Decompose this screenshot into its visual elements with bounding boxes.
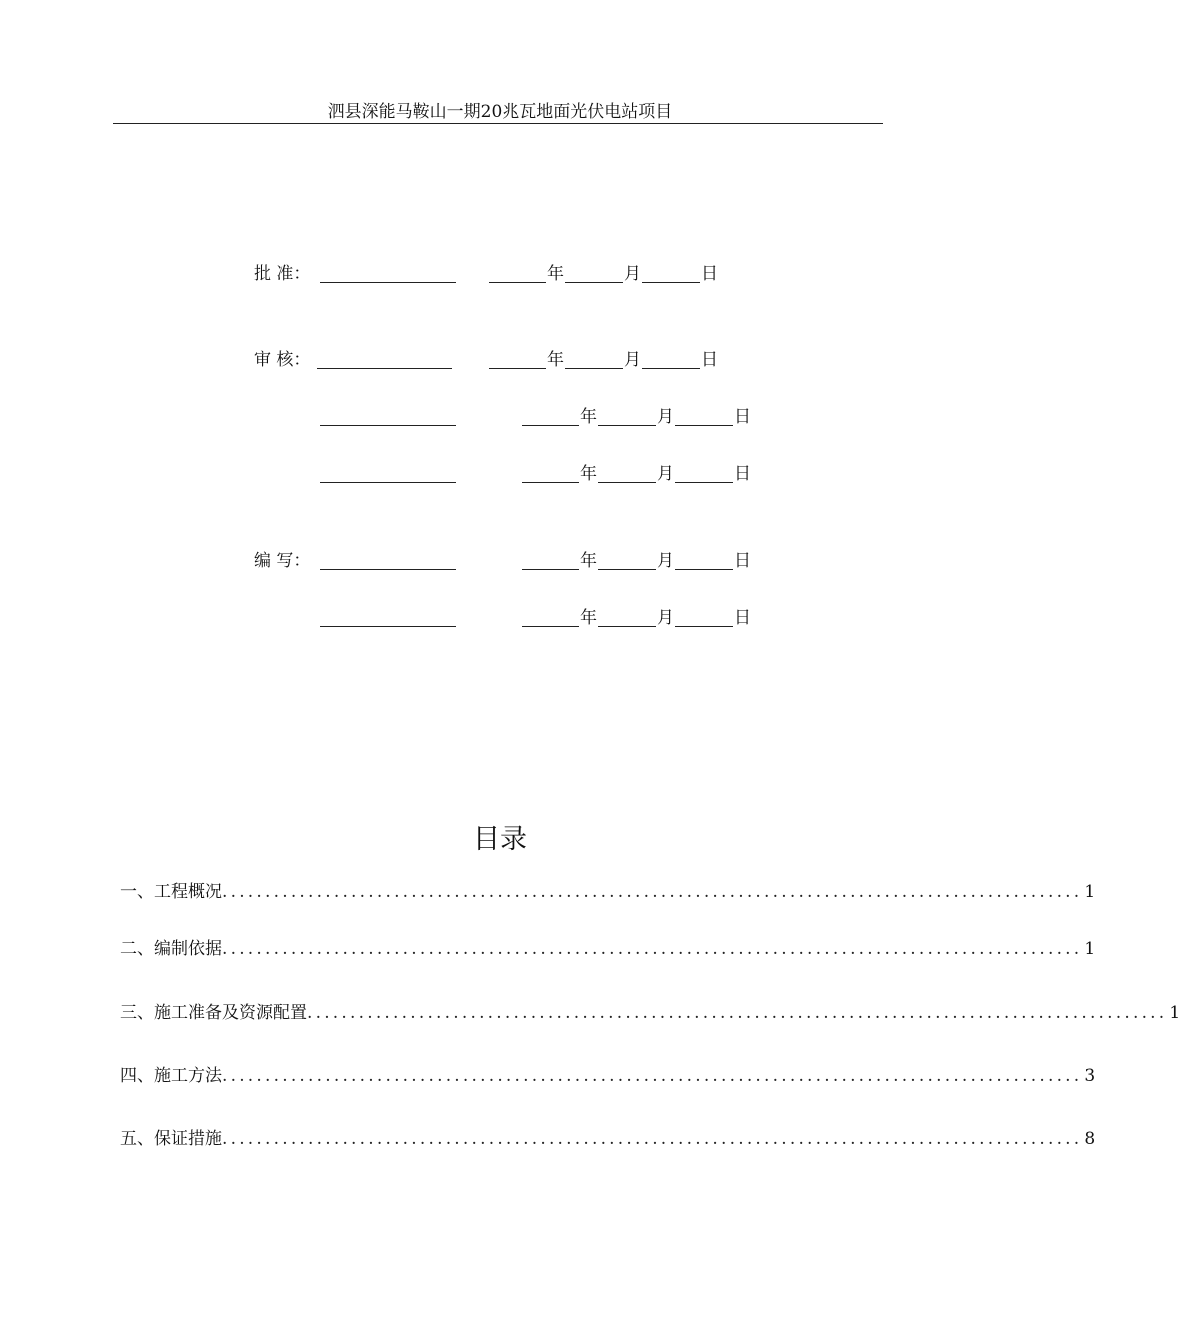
toc-item-page: 1 bbox=[1169, 1003, 1180, 1023]
review-signature-blank[interactable] bbox=[317, 368, 452, 369]
month-label: 月 bbox=[624, 264, 641, 284]
write-signature-blank[interactable] bbox=[320, 569, 456, 570]
year-label: 年 bbox=[547, 350, 564, 370]
month-label: 月 bbox=[624, 350, 641, 370]
year-label: 年 bbox=[580, 551, 597, 571]
write-row bbox=[0, 549, 950, 573]
day-blank[interactable] bbox=[675, 569, 733, 570]
day-label: 日 bbox=[701, 264, 718, 284]
year-label: 年 bbox=[547, 264, 564, 284]
year-blank[interactable] bbox=[522, 569, 579, 570]
write-label: 编 写： bbox=[254, 551, 311, 571]
day-blank[interactable] bbox=[675, 626, 733, 627]
day-label: 日 bbox=[734, 407, 751, 427]
toc-item[interactable] bbox=[120, 1064, 1096, 1088]
year-label: 年 bbox=[580, 407, 597, 427]
toc-leader-dots: .................................................................................................... bbox=[307, 1003, 1168, 1023]
toc-item-label: 四、施工方法 bbox=[120, 1066, 222, 1086]
year-blank[interactable] bbox=[489, 282, 546, 283]
month-label: 月 bbox=[657, 551, 674, 571]
toc-leader-dots: .................................................................................................... bbox=[222, 939, 1083, 959]
year-label: 年 bbox=[580, 608, 597, 628]
header-rule bbox=[113, 123, 883, 124]
approve-signature-blank[interactable] bbox=[320, 282, 456, 283]
toc-item-page: 8 bbox=[1084, 1129, 1096, 1149]
document-header bbox=[0, 100, 1000, 124]
review-row-2 bbox=[0, 405, 950, 429]
toc-item[interactable] bbox=[120, 937, 1096, 961]
month-blank[interactable] bbox=[565, 282, 623, 283]
month-label: 月 bbox=[657, 407, 674, 427]
toc-item-label: 一、工程概况 bbox=[120, 882, 222, 902]
signature-blank[interactable] bbox=[320, 626, 456, 627]
year-blank[interactable] bbox=[522, 482, 579, 483]
review-row-3 bbox=[0, 462, 950, 486]
month-label: 月 bbox=[657, 464, 674, 484]
review-row bbox=[0, 348, 950, 372]
year-blank[interactable] bbox=[522, 626, 579, 627]
signature-blank[interactable] bbox=[320, 425, 456, 426]
toc-leader-dots: .................................................................................................... bbox=[222, 1066, 1083, 1086]
approve-row bbox=[0, 262, 950, 286]
day-blank[interactable] bbox=[642, 368, 700, 369]
day-blank[interactable] bbox=[675, 482, 733, 483]
toc-item-label: 五、保证措施 bbox=[120, 1129, 222, 1149]
toc-item[interactable] bbox=[120, 880, 1096, 904]
approve-label: 批 准： bbox=[254, 264, 311, 284]
month-blank[interactable] bbox=[598, 626, 656, 627]
signature-blank[interactable] bbox=[320, 482, 456, 483]
project-title: 泗县深能马鞍山一期20兆瓦地面光伏电站项目 bbox=[327, 102, 673, 122]
day-label: 日 bbox=[701, 350, 718, 370]
year-label: 年 bbox=[580, 464, 597, 484]
month-blank[interactable] bbox=[598, 569, 656, 570]
day-label: 日 bbox=[734, 608, 751, 628]
toc-item-label: 三、施工准备及资源配置 bbox=[120, 1003, 307, 1023]
day-blank[interactable] bbox=[642, 282, 700, 283]
review-label: 审 核： bbox=[254, 350, 311, 370]
toc-item[interactable] bbox=[120, 1127, 1096, 1151]
day-blank[interactable] bbox=[675, 425, 733, 426]
year-blank[interactable] bbox=[522, 425, 579, 426]
toc-title: 目录 bbox=[473, 824, 527, 855]
toc-leader-dots: .................................................................................................... bbox=[222, 882, 1083, 902]
write-row-2 bbox=[0, 606, 950, 630]
toc-item-page: 3 bbox=[1084, 1066, 1096, 1086]
month-blank[interactable] bbox=[598, 425, 656, 426]
month-blank[interactable] bbox=[598, 482, 656, 483]
toc-item-page: 1 bbox=[1084, 882, 1096, 902]
month-blank[interactable] bbox=[565, 368, 623, 369]
day-label: 日 bbox=[734, 464, 751, 484]
day-label: 日 bbox=[734, 551, 751, 571]
toc-item-label: 二、编制依据 bbox=[120, 939, 222, 959]
month-label: 月 bbox=[657, 608, 674, 628]
toc-item[interactable] bbox=[120, 1001, 1180, 1025]
toc-leader-dots: .................................................................................................... bbox=[222, 1129, 1083, 1149]
toc-item-page: 1 bbox=[1084, 939, 1096, 959]
year-blank[interactable] bbox=[489, 368, 546, 369]
